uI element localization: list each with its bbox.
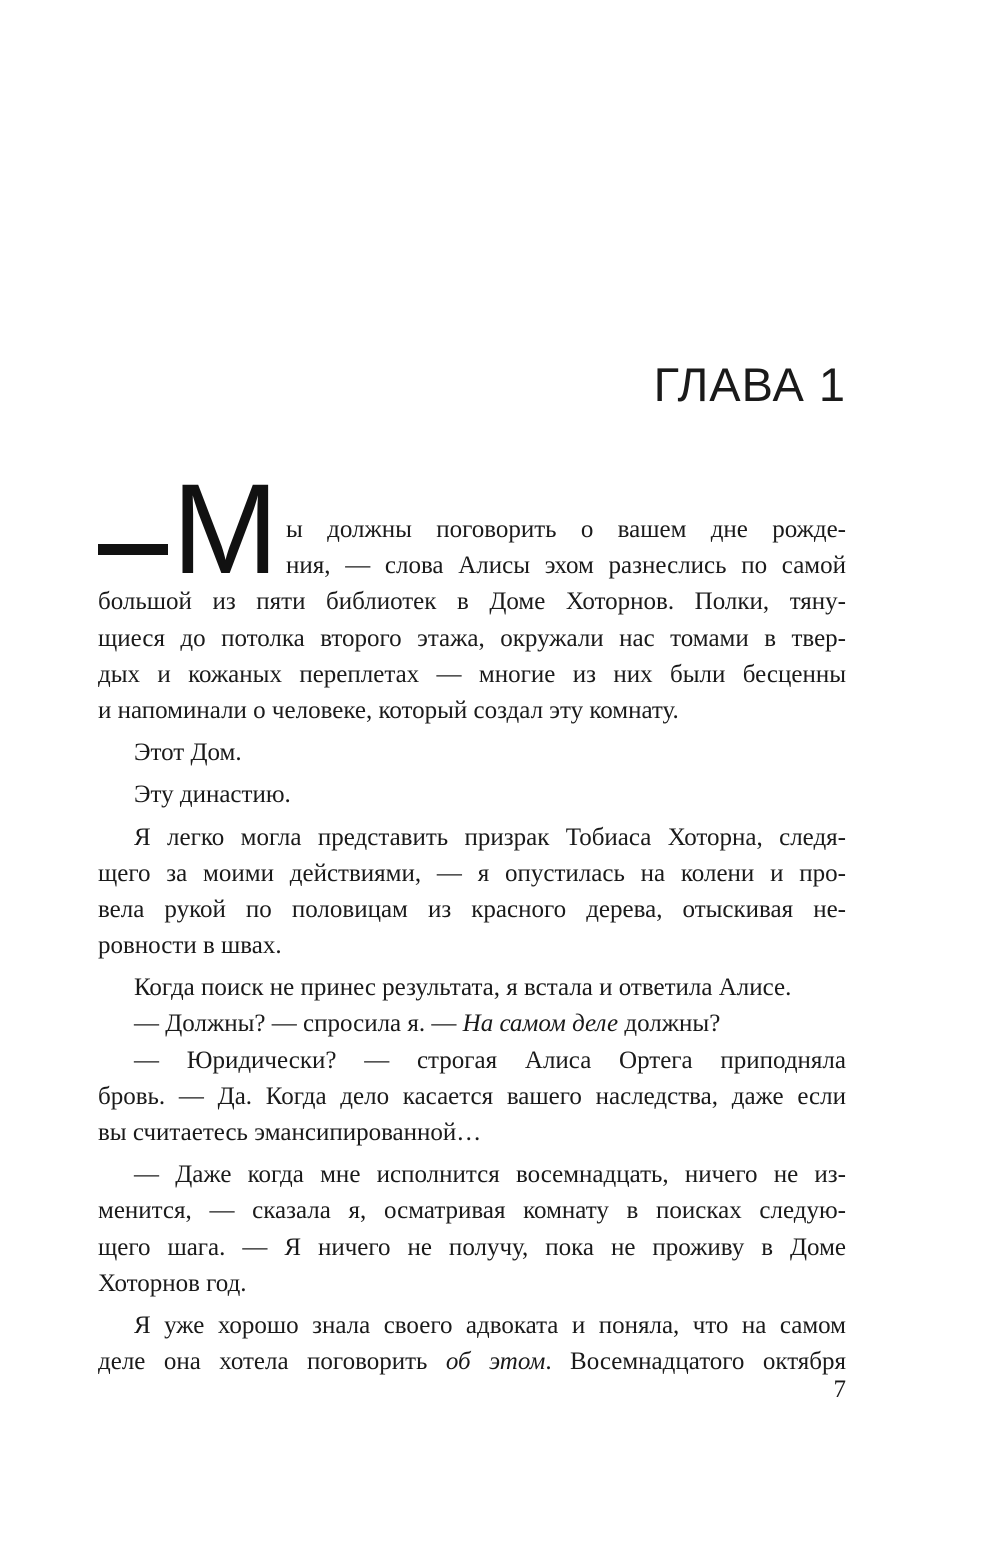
text-line: Эту династию. [134,781,291,809]
text-line: вела рукой по половицам из красного дерева, отыскивая не- [98,895,846,923]
text-line [98,1344,846,1380]
chapter-body [98,512,846,1380]
text-line: дых и кожаных переплетах — многие из них были бесценны [98,660,846,688]
drop-cap-letter: М [172,458,279,601]
text-line: вы считаетесь эмансипированной… [98,1119,482,1146]
text-line: щиеся до потолка второго этажа, окружали нас томами в твер- [98,624,846,652]
text-line: — Даже когда мне исполнится восемнадцать, ничего не из- [134,1161,846,1189]
text-segment: деле она хотела поговорить [98,1348,446,1376]
text-segment: должны? [618,1010,721,1038]
text-line: Я легко могла представить призрак Тобиаса Хоторна, следя- [134,823,846,851]
text-line: щего шага. — Я ничего не получу, пока не проживу в Доме [98,1233,846,1261]
text-line: щего за моими действиями, — я опустилась на колени и про- [98,859,846,887]
text-line: большой из пяти библиотек в Доме Хоторнов. Полки, тяну- [98,588,846,616]
italic-text: об этом [445,1348,546,1376]
text-line: менится, — сказала я, осматривая комнату в поисках следую- [98,1197,846,1225]
text-line: Когда поиск не принес результата, я встала и ответила Алисе. [134,974,792,1002]
text-line [98,1006,846,1042]
text-line: Я уже хорошо знала своего адвоката и поняла, что на самом [134,1311,846,1339]
text-line: — Юридически? — строгая Алиса Ортега приподняла [134,1046,846,1074]
text-segment: . Восемнадцатого октября [545,1348,847,1376]
text-line: ния, — слова Алисы эхом разнеслись по самой [286,552,846,580]
text-line: Хоторнов год. [98,1269,247,1297]
text-line: ровности в швах. [98,932,282,960]
chapter-title: ГЛАВА 1 [653,358,846,411]
text-line: бровь. — Да. Когда дело касается вашего наследства, даже если [98,1082,846,1110]
italic-text: На самом деле [462,1010,619,1038]
text-line: Этот Дом. [134,739,242,767]
text-segment: — Должны? — спросила я. — [134,1010,463,1038]
page-number: 7 [833,1376,846,1403]
text-line: и напоминали о человеке, который создал эту комнату. [98,696,679,724]
text-line: ы должны поговорить о вашем дне рожде- [286,516,846,543]
